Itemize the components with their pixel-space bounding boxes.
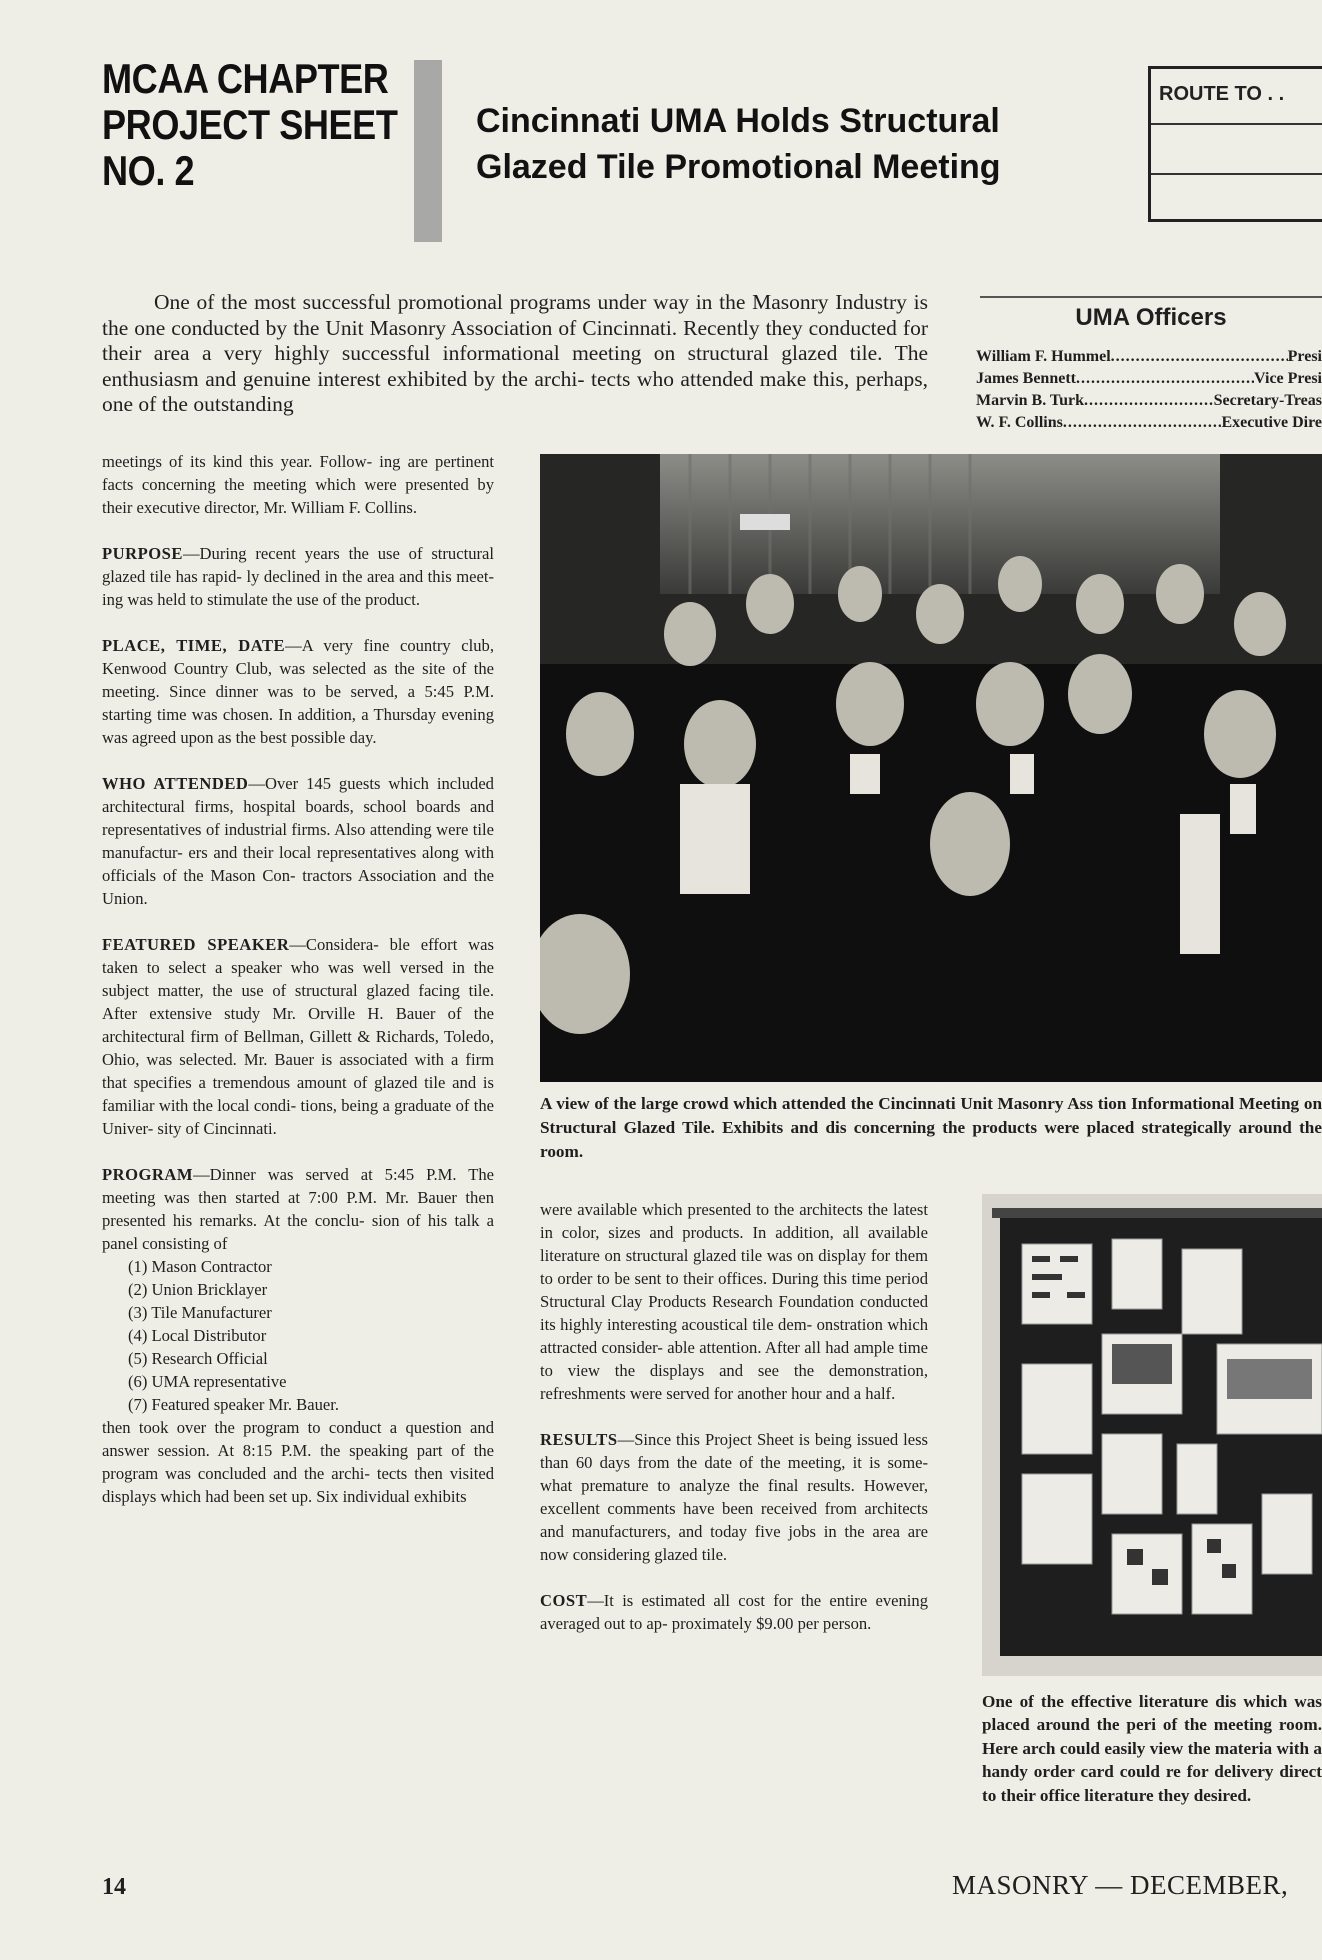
route-label: ROUTE TO . . (1159, 83, 1285, 105)
route-line (1151, 173, 1322, 175)
who-text: —Over 145 guests which included architectural firms, hospital boards, school boards and representatives of industrial firms. Also attending were tile manufactur- ers and their local representatives along with officials of the Mason Con- tractors Association and the Union. (102, 774, 494, 908)
officer-name: William F. Hummel (976, 348, 1111, 365)
cost-paragraph (540, 1589, 928, 1635)
crowd-photo (540, 454, 1322, 1082)
speaker-text: —Considera- ble effort was taken to select a speaker who was well versed in the subject matter, the use of structural glazed facing tile. After extensive study Mr. Orville H. Bauer of the architectural firm of Bellman, Gillett & Richards, Toledo, Ohio, was selected. Mr. Bauer is associated with a firm that specifies a tremendous amount of glazed tile and is familiar with the local condi- tions, being a graduate of the Univer- sity of Cincinnati. (102, 935, 494, 1138)
cost-lead: COST (540, 1591, 588, 1610)
intro-text: One of the most successful promotional programs under way in the Masonry Industry is the one conducted by the Unit Masonry Association of Cincinnati. Recently they conducted for their area a very highly successful informational meeting on structural glazed tile. The enthusiasm and genuine interest exhibited by the archi- tects who attended make this, perhaps, one of the outstanding (102, 290, 928, 416)
place-lead: PLACE, TIME, DATE (102, 636, 286, 655)
purpose-paragraph (102, 542, 494, 611)
officer-role: Executive Dire (1221, 414, 1322, 431)
chapter-heading (102, 55, 398, 194)
chapter-line: MCAA CHAPTER (102, 55, 389, 102)
panel-item: (2) Union Bricklayer (128, 1280, 268, 1299)
officer-name: Marvin B. Turk (976, 392, 1085, 409)
displays-paragraph: were available which presented to the architects the latest in color, sizes and products. In addition, all available literature on structural glazed tile was on display for them to order to be sent to their offices. During this time period Structural Clay Products Research Foundation conducted its highly interesting acoustical tile dem- onstration which attracted consider- able attention. After all had ample time to view the displays and see the demonstration, refreshments were served for another hour and a half. (540, 1200, 928, 1403)
speaker-paragraph (102, 933, 494, 1140)
dot-leader (1084, 390, 1214, 412)
publication-footer: MASONRY — DECEMBER, (952, 1870, 1289, 1900)
officer-role: Secretary-Treas (1213, 392, 1322, 409)
headline-line: Cincinnati UMA Holds Structural (476, 102, 1000, 140)
who-lead: WHO ATTENDED (102, 774, 249, 793)
officer-role: Vice Presi (1254, 370, 1322, 387)
results-text: —Since this Project Sheet is being issued less than 60 days from the date of the meeting, it is some- what premature to analyze the final results. However, excellent comments have been received from architects and manufacturers, and today five jobs in the area are now considering glazed tile. (540, 1430, 928, 1564)
officer-name: W. F. Collins (976, 414, 1063, 431)
middle-column (540, 1198, 928, 1658)
officer-role: Presi (1287, 348, 1322, 365)
display-photo-caption: One of the effective literature dis which was placed around the peri of the meeting room. Here arch could easily view the materia with a handy order card could re for delivery direct to their office literature they desired. (982, 1692, 1322, 1805)
purpose-lead: PURPOSE (102, 544, 183, 563)
results-paragraph (540, 1428, 928, 1566)
article-headline (476, 98, 1136, 190)
dot-leader (1111, 346, 1288, 368)
officers-list (976, 346, 1322, 434)
left-column (102, 450, 494, 1508)
intro-continuation: meetings of its kind this year. Follow- ing are pertinent facts concerning the meeting which were presented by their executive director, Mr. William F. Collins. (102, 452, 494, 517)
panel-item: (4) Local Distributor (128, 1326, 267, 1345)
route-line (1151, 123, 1322, 125)
panel-item: (5) Research Official (128, 1349, 268, 1368)
headline-line: Glazed Tile Promotional Meeting (476, 148, 1001, 186)
place-text: —A very fine country club, Kenwood Country Club, was selected as the site of the meeting. Since dinner was to be served, a 5:45 P.M. starting time was chosen. In addition, a Thursday evening was agreed upon as the best possible day. (102, 636, 494, 747)
program-paragraph (102, 1163, 494, 1255)
display-photo-illustration (982, 1194, 1322, 1676)
speaker-lead: FEATURED SPEAKER (102, 935, 290, 954)
chapter-line: NO. 2 (102, 147, 195, 194)
program-text: —Dinner was served at 5:45 P.M. The meeting was then started at 7:00 P.M. Mr. Bauer then presented his remarks. At the conclu- sion of his talk a panel consisting of (102, 1165, 494, 1253)
officer-row (976, 368, 1322, 390)
cost-text: —It is estimated all cost for the entire evening averaged out to ap- proximately $9.00 per person. (540, 1591, 928, 1633)
place-paragraph (102, 634, 494, 749)
crowd-photo-illustration (540, 454, 1322, 1082)
dot-leader (1063, 412, 1222, 434)
page-number: 14 (102, 1874, 126, 1900)
officer-row (976, 346, 1322, 368)
purpose-text: —During recent years the use of structural glazed tile has rapid- ly declined in the area and this meet- ing was held to stimulate the use of the product. (102, 544, 494, 609)
who-paragraph (102, 772, 494, 910)
officer-row (976, 390, 1322, 412)
officers-title: UMA Officers (1075, 304, 1227, 331)
route-to-box (1148, 66, 1322, 222)
decorative-bar (414, 60, 442, 242)
panel-item: (7) Featured speaker Mr. Bauer. (128, 1395, 340, 1414)
program-lead: PROGRAM (102, 1165, 194, 1184)
chapter-line: PROJECT SHEET (102, 101, 398, 148)
crowd-photo-caption: A view of the large crowd which attended the Cincinnati Unit Masonry Ass tion Informational Meeting on Structural Glazed Tile. Exhibits and dis concerning the products were placed strategically around the room. (540, 1094, 1322, 1161)
display-photo (982, 1194, 1322, 1676)
program-continuation: then took over the program to conduct a question and answer session. At 8:15 P.M. the speaking part of the program was concluded and the archi- tects then visited displays which had been set up. Six individual exhibits (102, 1418, 494, 1506)
intro-paragraph (102, 290, 928, 418)
officer-row (976, 412, 1322, 434)
panel-list (102, 1255, 494, 1416)
officer-name: James Bennett (976, 370, 1076, 387)
results-lead: RESULTS (540, 1430, 618, 1449)
panel-item: (3) Tile Manufacturer (128, 1303, 272, 1322)
officers-rule (980, 296, 1322, 298)
panel-item: (1) Mason Contractor (128, 1257, 272, 1276)
panel-item: (6) UMA representative (128, 1372, 287, 1391)
dot-leader (1076, 368, 1254, 390)
